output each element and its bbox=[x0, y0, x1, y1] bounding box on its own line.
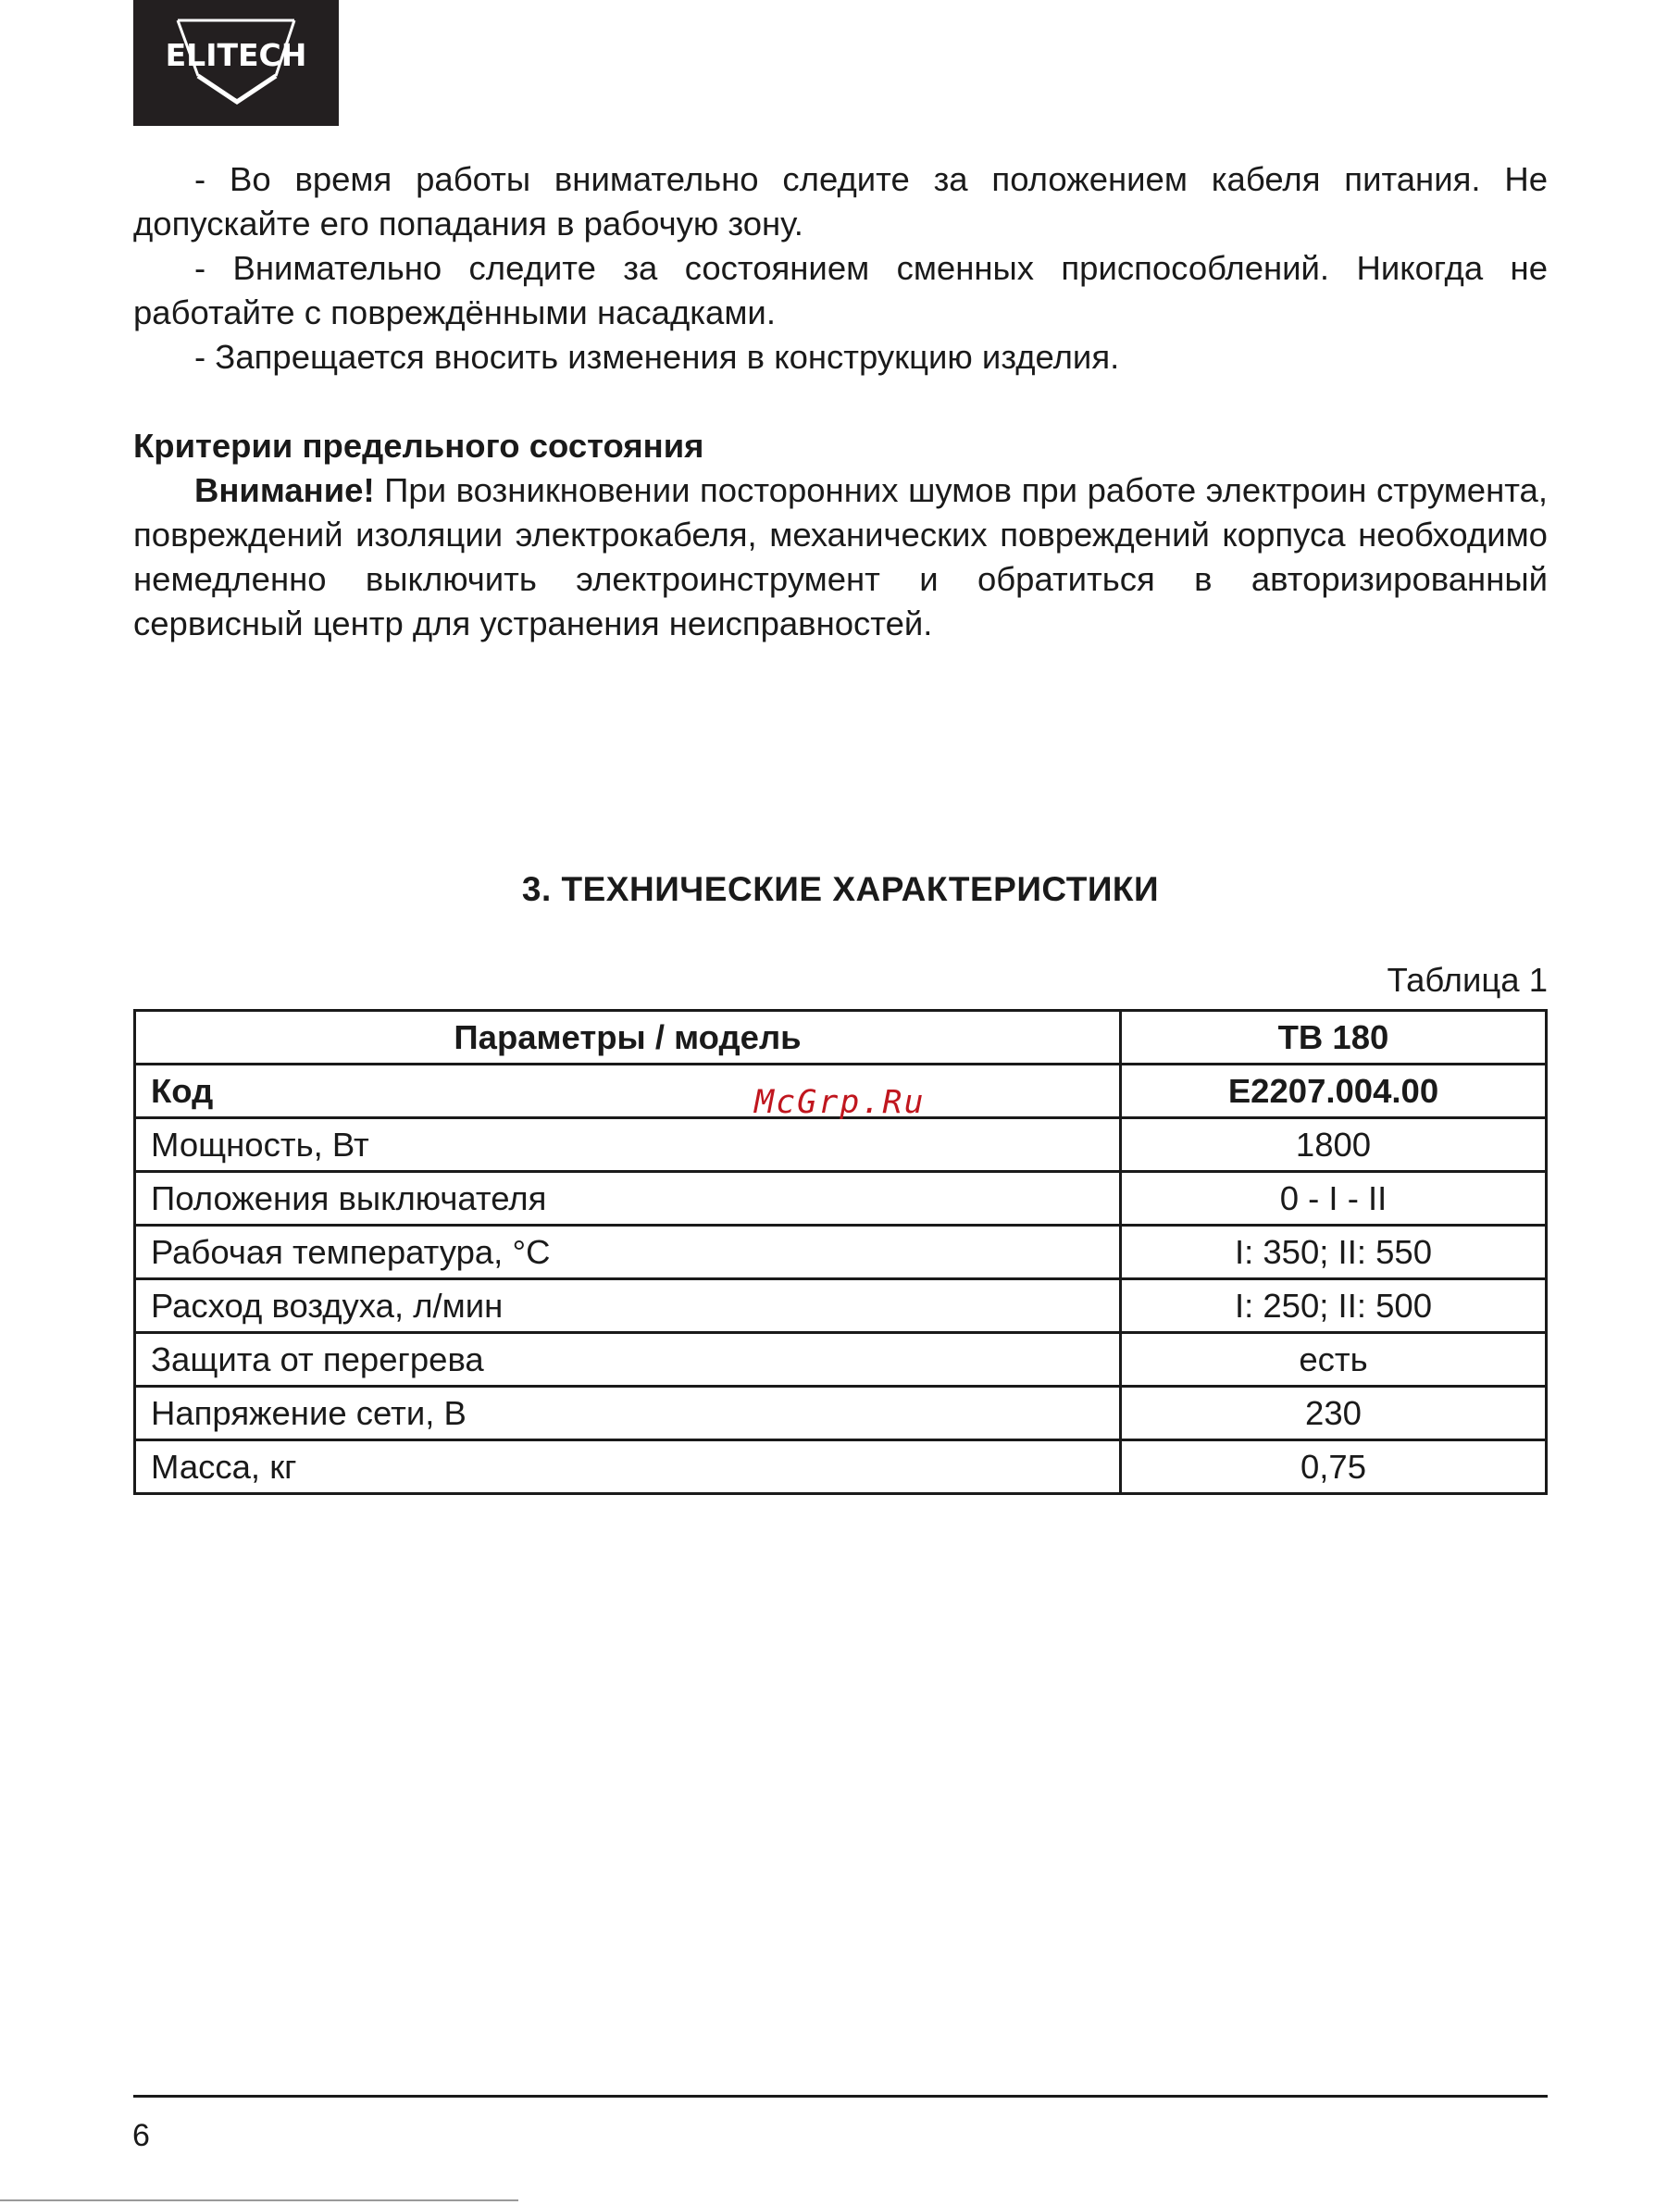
value-cell: I: 350; II: 550 bbox=[1121, 1226, 1547, 1279]
criteria-warning bbox=[133, 468, 1548, 646]
bullet-no-modifications: - Запрещается вносить изменения в конструкцию изделия. bbox=[194, 338, 1120, 376]
header-model: TB 180 bbox=[1121, 1011, 1547, 1065]
param-cell: Напряжение сети, В bbox=[135, 1387, 1121, 1440]
param-cell: Положения выключателя bbox=[135, 1172, 1121, 1226]
param-cell: Код bbox=[135, 1065, 1121, 1118]
warning-label: Внимание! bbox=[194, 471, 375, 509]
param-cell: Расход воздуха, л/мин bbox=[135, 1279, 1121, 1333]
table-row bbox=[135, 1172, 1547, 1226]
value-cell: 0 - I - II bbox=[1121, 1172, 1547, 1226]
table-row bbox=[135, 1279, 1547, 1333]
elitech-logo bbox=[133, 0, 339, 126]
value-cell: есть bbox=[1121, 1333, 1547, 1387]
specs-table bbox=[133, 1009, 1548, 1495]
param-cell: Мощность, Вт bbox=[135, 1118, 1121, 1172]
value-cell: I: 250; II: 500 bbox=[1121, 1279, 1547, 1333]
value-cell: 1800 bbox=[1121, 1118, 1547, 1172]
intro-text-block bbox=[133, 157, 1548, 646]
footer-divider bbox=[133, 2095, 1548, 2098]
table-caption: Таблица 1 bbox=[1387, 961, 1548, 999]
bullet-attachments: - Внимательно следите за состоянием сменных приспособлений. Никогда не работайте с повреждёнными насадками. bbox=[133, 249, 1548, 331]
param-cell: Масса, кг bbox=[135, 1440, 1121, 1494]
table-row bbox=[135, 1387, 1547, 1440]
param-cell: Рабочая температура, °С bbox=[135, 1226, 1121, 1279]
bottom-edge-mark bbox=[0, 2199, 518, 2201]
value-cell: E2207.004.00 bbox=[1121, 1065, 1547, 1118]
criteria-heading: Критерии предельного состояния bbox=[133, 427, 704, 465]
table-header-row bbox=[135, 1011, 1547, 1065]
page-number: 6 bbox=[132, 2118, 150, 2153]
warning-text: При возникновении посторонних шумов при работе электроин струмента, повреждений изоляции электрокабеля, механических повреждений корпуса необходимо немедленно выключить электроинструмент и обратиться в авторизированный сервисный центр для устранения неисправностей. bbox=[133, 471, 1548, 642]
section-title: 3. ТЕХНИЧЕСКИЕ ХАРАКТЕРИСТИКИ bbox=[521, 870, 1160, 908]
value-cell: 230 bbox=[1121, 1387, 1547, 1440]
watermark-link[interactable]: McGrp.Ru bbox=[754, 1084, 926, 1121]
table-row bbox=[135, 1226, 1547, 1279]
table-row bbox=[135, 1440, 1547, 1494]
table-row bbox=[135, 1333, 1547, 1387]
param-cell: Защита от перегрева bbox=[135, 1333, 1121, 1387]
table-row bbox=[135, 1118, 1547, 1172]
header-parameters: Параметры / модель bbox=[135, 1011, 1121, 1065]
logo-text: ELITECH bbox=[165, 37, 307, 73]
logo-chevron-icon bbox=[133, 0, 339, 126]
value-cell: 0,75 bbox=[1121, 1440, 1547, 1494]
bullet-power-cable: - Во время работы внимательно следите за положением кабеля питания. Не допускайте его попадания в рабочую зону. bbox=[133, 160, 1548, 243]
